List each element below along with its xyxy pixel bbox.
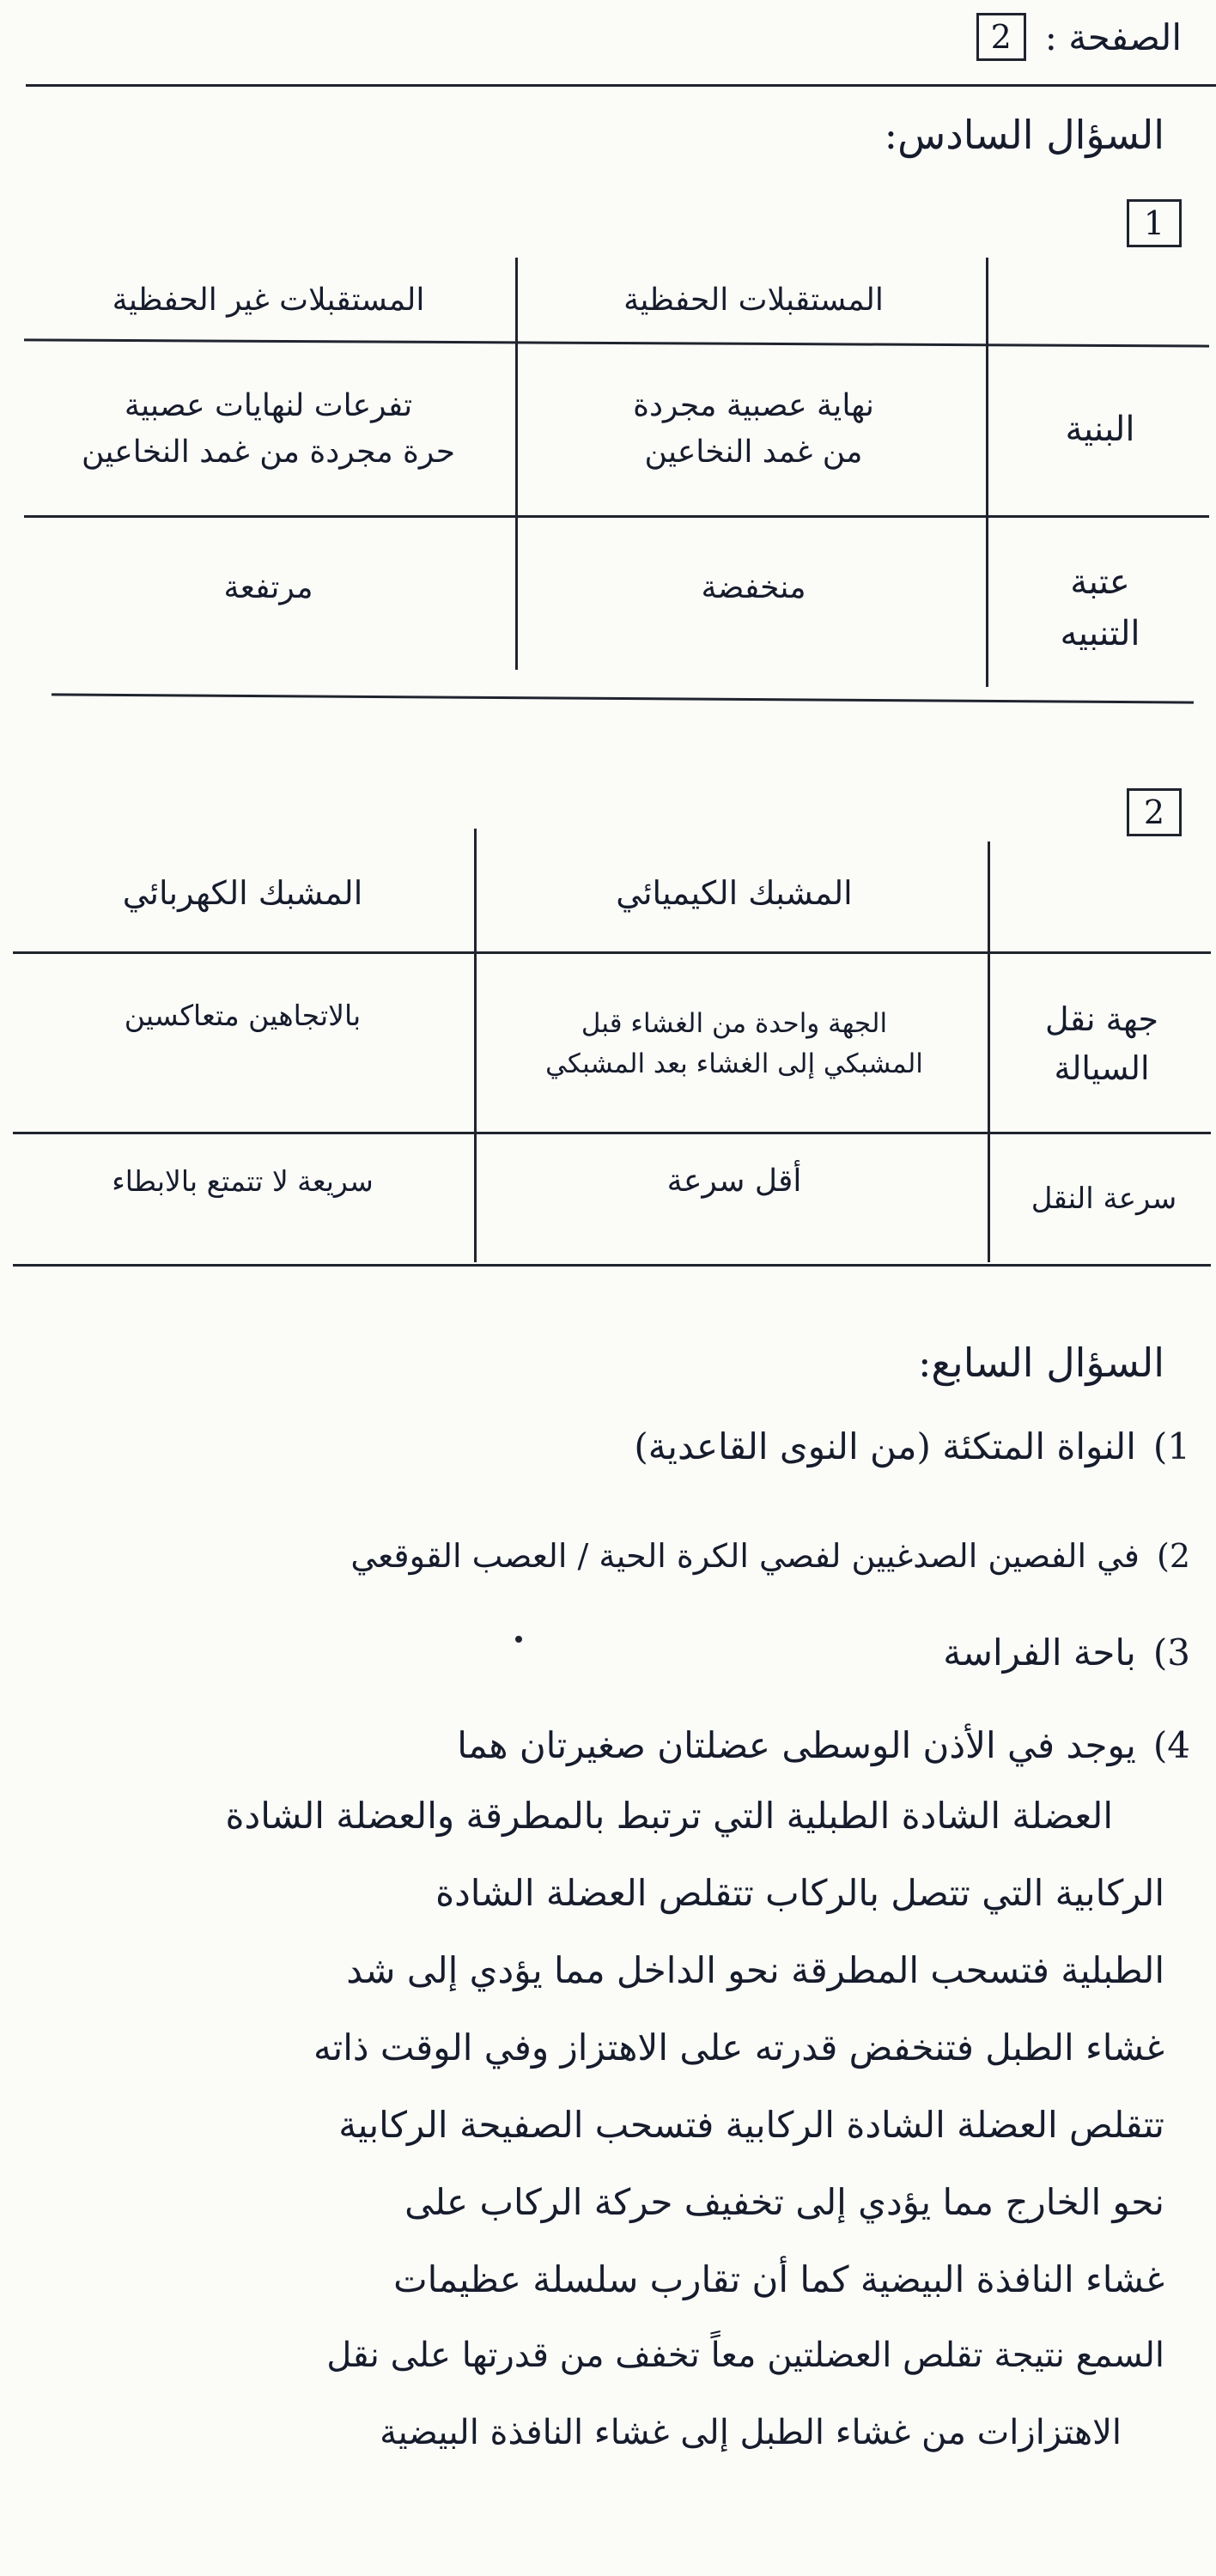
table1-header-col1 — [524, 262, 983, 339]
table1-vline-mid — [515, 258, 518, 670]
table1-row2-col2 — [26, 524, 511, 653]
table2-row2-col2 — [17, 1139, 468, 1224]
table2-row1-label-line1: جهة نقل — [1044, 999, 1159, 1038]
table1-row1-label — [993, 348, 1207, 511]
page-number-box — [976, 13, 1026, 61]
table2-hline-bottom — [13, 1264, 1211, 1267]
table1-row2-col1 — [524, 524, 983, 653]
answer-paragraph-line-5: تتقلص العضلة الشادة الركابية فتسحب الصفيحة الركابية — [338, 2104, 1164, 2146]
table1-row2-label — [993, 524, 1207, 691]
question7-item-1 — [634, 1425, 1190, 1467]
table1-row1-label-text: البنية — [1065, 410, 1135, 449]
question7-item-2-num: 2) — [1156, 1537, 1190, 1575]
table1-row1-col1 — [524, 348, 983, 511]
table1-header-col1-text: المستقبلات الحفظية — [623, 283, 884, 318]
question7-item-4-num: 4) — [1152, 1724, 1190, 1766]
table1-row2-label-line2: التنبيه — [1060, 613, 1140, 653]
part1-number: 1 — [1143, 204, 1165, 242]
table2-row1-col2-text: بالاتجاهين متعاكسين — [124, 999, 362, 1033]
part2-number-box — [1127, 788, 1182, 836]
answer-paragraph-line-3: الطبلية فتسحب المطرقة نحو الداخل مما يؤدي إلى شد — [346, 1949, 1164, 1991]
table2-row1-label — [994, 960, 1209, 1127]
stray-dot — [515, 1636, 522, 1643]
answer-paragraph-line-7: غشاء النافذة البيضية كما أن تقارب سلسلة عظيمات — [393, 2258, 1164, 2300]
question7-item-4-text: يوجد في الأذن الوسطى عضلتان صغيرتان هما — [457, 1724, 1136, 1766]
table2-row2-col1 — [485, 1139, 983, 1224]
answer-paragraph-line-1: العضلة الشادة الطبلية التي ترتبط بالمطرقة والعضلة الشادة — [225, 1795, 1113, 1837]
table2-row2-label-text: سرعة النقل — [1031, 1181, 1177, 1216]
table2-row1-col1-line2: المشبكي إلى الغشاء بعد المشبكي — [545, 1048, 923, 1079]
table2-vline-mid — [474, 829, 477, 1262]
table1-row2-label-line1: عتبة — [1070, 562, 1130, 602]
answer-paragraph-line-6: نحو الخارج مما يؤدي إلى تخفيف حركة الركاب على — [404, 2181, 1164, 2223]
question7-item-1-num: 1) — [1152, 1425, 1190, 1467]
table2-header-col1 — [485, 841, 983, 945]
question7-item-3 — [943, 1631, 1190, 1674]
part1-number-box — [1127, 199, 1182, 247]
table2-vline-right — [988, 841, 990, 1262]
table2-header-col2-text: المشبك الكهربائي — [122, 873, 363, 912]
table1-vline-right — [986, 258, 988, 687]
table2-row2-col2-text: سريعة لا تتمتع بالابطاء — [112, 1164, 374, 1199]
table1-row1-col2 — [26, 348, 511, 511]
table2-row2-label — [994, 1139, 1213, 1259]
table1-row2-col1-text: منخفضة — [701, 570, 806, 605]
answer-paragraph-line-9: الاهتزازات من غشاء الطبل إلى غشاء النافذة البيضية — [380, 2413, 1122, 2452]
table2-header-col1-text: المشبك الكيميائي — [616, 873, 853, 912]
table2-row2-col1-text: أقل سرعة — [666, 1163, 802, 1199]
table1-row1-col1-line2: من غمد النخاعين — [644, 434, 863, 470]
question7-item-3-num: 3) — [1152, 1631, 1190, 1674]
answer-paragraph-line-4: غشاء الطبل فتنخفض قدرته على الاهتزاز وفي الوقت ذاته — [313, 2026, 1164, 2069]
table1-row1-col1-line1: نهاية عصبية مجردة — [633, 388, 874, 423]
table1-hline-bottom — [52, 693, 1194, 703]
answer-paragraph-line-8: السمع نتيجة تقلص العضلتين معاً تخفف من قدرتها على نقل — [326, 2336, 1164, 2375]
question7-item-3-text: باحة الفراسة — [943, 1631, 1136, 1674]
header-divider — [26, 84, 1216, 87]
table2-hline-header — [13, 951, 1211, 954]
table1-hline-header — [24, 338, 1209, 347]
answer-paragraph-line-2: الركابية التي تتصل بالركاب تتقلص العضلة الشادة — [435, 1872, 1164, 1914]
part2-number: 2 — [1143, 793, 1165, 831]
question7-item-2-text: في الفصين الصدغيين لفصي الكرة الحية / العصب القوقعي — [350, 1537, 1140, 1575]
question7-title: السؤال السابع: — [917, 1340, 1164, 1386]
page-label: الصفحة : — [1044, 15, 1182, 58]
table1-header-col2 — [26, 262, 511, 339]
question7-item-2 — [350, 1537, 1190, 1575]
table2-row1-col1 — [485, 960, 983, 1127]
table2-row1-col2 — [17, 960, 468, 1072]
table1-row2-col2-text: مرتفعة — [223, 570, 313, 605]
table2-row1-label-line2: السيالة — [1054, 1048, 1150, 1087]
table1-hline-row — [24, 515, 1209, 518]
table2-header-col2 — [17, 841, 468, 945]
page-header — [976, 7, 1182, 67]
table2-hline-row — [13, 1132, 1211, 1134]
table1-row1-col2-line2: حرة مجردة من غمد النخاعين — [81, 434, 456, 470]
table1-row1-col2-line1: تفرعات لنهايات عصبية — [124, 388, 413, 423]
page-number: 2 — [990, 18, 1012, 56]
table1-header-col2-text: المستقبلات غير الحفظية — [112, 283, 425, 318]
question7-item-1-text: النواة المتكئة (من النوى القاعدية) — [634, 1425, 1136, 1467]
question7-item-4 — [457, 1724, 1190, 1766]
table2-row1-col1-line1: الجهة واحدة من الغشاء قبل — [581, 1008, 888, 1039]
question6-title: السؤال السادس: — [884, 112, 1164, 158]
